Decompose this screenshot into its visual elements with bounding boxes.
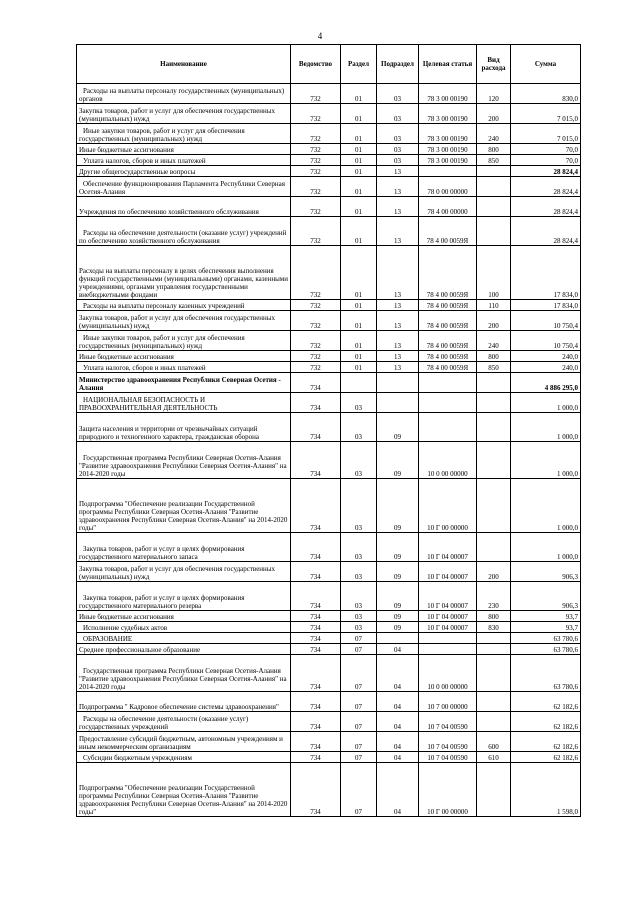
cell-section: 03	[341, 479, 377, 533]
cell-dept: 734	[291, 732, 341, 752]
cell-section: 01	[341, 84, 377, 104]
table-row	[77, 413, 581, 442]
table-row	[77, 300, 581, 311]
cell-kind: 800	[477, 611, 511, 622]
cell-sum: 93,7	[511, 611, 581, 622]
cell-subsection: 13	[377, 166, 419, 177]
cell-dept: 734	[291, 644, 341, 655]
cell-subsection: 04	[377, 692, 419, 712]
cell-sum: 4 886 295,0	[511, 373, 581, 393]
cell-sum: 28 824,4	[511, 197, 581, 217]
cell-subsection: 03	[377, 124, 419, 144]
cell-subsection: 13	[377, 300, 419, 311]
cell-dept: 732	[291, 104, 341, 124]
cell-subsection: 04	[377, 763, 419, 817]
table-row	[77, 763, 581, 817]
cell-section: 07	[341, 752, 377, 763]
table-row	[77, 644, 581, 655]
cell-subsection: 09	[377, 562, 419, 582]
cell-target: 10 Г 00 00000	[419, 479, 477, 533]
cell-section: 01	[341, 311, 377, 331]
cell-kind: 610	[477, 752, 511, 763]
page-number: 4	[317, 31, 323, 41]
table-row	[77, 104, 581, 124]
cell-kind: 830	[477, 622, 511, 633]
table-row	[77, 124, 581, 144]
cell-name: Расходы на обеспечение деятельности (оказание услуг) учреждений по обеспечению хозяйственного обслуживания	[77, 217, 291, 246]
cell-name: Подпрограмма " Кадровое обеспечение системы здравоохранения"	[77, 692, 291, 712]
cell-sum: 906,3	[511, 562, 581, 582]
cell-sum: 70,0	[511, 144, 581, 155]
table-row	[77, 177, 581, 197]
cell-target: 10 Г 04 00007	[419, 611, 477, 622]
cell-sum: 1 000,0	[511, 413, 581, 442]
cell-kind: 800	[477, 144, 511, 155]
cell-target: 10 0 00 00000	[419, 655, 477, 692]
cell-subsection	[377, 373, 419, 393]
table-row	[77, 166, 581, 177]
cell-dept: 732	[291, 351, 341, 362]
cell-dept: 732	[291, 300, 341, 311]
cell-sum: 93,7	[511, 622, 581, 633]
table-row	[77, 331, 581, 351]
cell-target: 10 Г 04 00007	[419, 622, 477, 633]
cell-name: Министерство здравоохранения Республики Северная Осетия - Алания	[77, 373, 291, 393]
cell-subsection: 04	[377, 712, 419, 732]
cell-dept: 734	[291, 479, 341, 533]
cell-sum: 63 780,6	[511, 633, 581, 644]
table-row	[77, 311, 581, 331]
cell-sum: 7 015,0	[511, 124, 581, 144]
header-target: Целевая статья	[419, 45, 477, 84]
cell-kind	[477, 533, 511, 562]
cell-name: Учреждения по обеспечению хозяйственного обслуживания	[77, 197, 291, 217]
table-row	[77, 712, 581, 732]
cell-target: 78 3 00 00190	[419, 124, 477, 144]
cell-sum: 10 750,4	[511, 331, 581, 351]
cell-target: 10 0 00 00000	[419, 442, 477, 479]
cell-dept: 734	[291, 373, 341, 393]
cell-target: 78 4 00 0059Я	[419, 246, 477, 300]
cell-kind	[477, 373, 511, 393]
cell-subsection: 04	[377, 644, 419, 655]
cell-subsection: 13	[377, 246, 419, 300]
cell-name: ОБРАЗОВАНИЕ	[77, 633, 291, 644]
cell-kind	[477, 393, 511, 413]
cell-target: 78 4 00 0059Я	[419, 217, 477, 246]
cell-section: 03	[341, 442, 377, 479]
cell-target: 10 Г 04 00007	[419, 562, 477, 582]
cell-subsection	[377, 633, 419, 644]
cell-name: Расходы на выплаты персоналу в целях обеспечения выполнения функций государственными (муниципальными) органами, казенными учреждениями, органами управления государственными внебюджетными фондами	[77, 246, 291, 300]
cell-kind	[477, 479, 511, 533]
cell-section: 03	[341, 533, 377, 562]
cell-dept: 732	[291, 362, 341, 373]
cell-dept: 732	[291, 331, 341, 351]
cell-dept: 734	[291, 413, 341, 442]
cell-subsection: 13	[377, 311, 419, 331]
cell-sum: 1 598,0	[511, 763, 581, 817]
cell-sum: 830,0	[511, 84, 581, 104]
cell-name: Расходы на выплаты персоналу казенных учреждений	[77, 300, 291, 311]
cell-target	[419, 373, 477, 393]
cell-subsection: 09	[377, 582, 419, 611]
table-row	[77, 752, 581, 763]
cell-sum: 63 780,6	[511, 655, 581, 692]
cell-target: 10 Г 04 00007	[419, 582, 477, 611]
cell-subsection: 09	[377, 479, 419, 533]
cell-sum: 63 780,6	[511, 644, 581, 655]
cell-target	[419, 166, 477, 177]
cell-name: Закупка товаров, работ и услуг для обеспечения государственных (муниципальных) нужд	[77, 311, 291, 331]
cell-kind: 600	[477, 732, 511, 752]
table-row	[77, 611, 581, 622]
cell-section: 03	[341, 393, 377, 413]
cell-kind	[477, 633, 511, 644]
cell-kind: 240	[477, 124, 511, 144]
cell-sum: 70,0	[511, 155, 581, 166]
cell-section: 07	[341, 655, 377, 692]
cell-section: 01	[341, 300, 377, 311]
cell-subsection: 03	[377, 104, 419, 124]
cell-section: 07	[341, 712, 377, 732]
table-row	[77, 373, 581, 393]
cell-kind: 200	[477, 104, 511, 124]
cell-name: Уплата налогов, сборов и иных платежей	[77, 155, 291, 166]
cell-target	[419, 413, 477, 442]
cell-dept: 734	[291, 752, 341, 763]
cell-target: 78 4 00 0059Я	[419, 362, 477, 373]
cell-name: Защита населения и территории от чрезвычайных ситуаций природного и техногенного характера, гражданская оборона	[77, 413, 291, 442]
cell-kind	[477, 763, 511, 817]
table-row	[77, 144, 581, 155]
cell-sum: 28 824,4	[511, 217, 581, 246]
cell-dept: 734	[291, 533, 341, 562]
cell-subsection: 13	[377, 217, 419, 246]
cell-subsection: 13	[377, 362, 419, 373]
cell-section: 07	[341, 633, 377, 644]
cell-target	[419, 633, 477, 644]
budget-table	[76, 44, 581, 817]
table-row	[77, 582, 581, 611]
cell-sum: 28 824,4	[511, 166, 581, 177]
table-row	[77, 197, 581, 217]
cell-subsection: 03	[377, 155, 419, 166]
cell-target	[419, 644, 477, 655]
cell-kind: 100	[477, 246, 511, 300]
cell-section: 07	[341, 644, 377, 655]
cell-dept: 734	[291, 712, 341, 732]
cell-section: 01	[341, 166, 377, 177]
cell-sum: 1 000,0	[511, 442, 581, 479]
cell-dept: 732	[291, 124, 341, 144]
cell-kind: 200	[477, 562, 511, 582]
cell-target: 78 4 00 0059Я	[419, 351, 477, 362]
cell-subsection: 13	[377, 197, 419, 217]
cell-dept: 732	[291, 177, 341, 197]
cell-target	[419, 393, 477, 413]
cell-target: 78 3 00 00190	[419, 155, 477, 166]
cell-target: 10 Г 00 00000	[419, 763, 477, 817]
cell-sum: 7 015,0	[511, 104, 581, 124]
table-row	[77, 655, 581, 692]
cell-section: 01	[341, 351, 377, 362]
header-dept: Ведомство	[291, 45, 341, 84]
cell-sum: 62 182,6	[511, 712, 581, 732]
cell-kind: 110	[477, 300, 511, 311]
cell-section: 01	[341, 246, 377, 300]
cell-name: Расходы на обеспечение деятельности (оказание услуг) государственных учреждений	[77, 712, 291, 732]
cell-dept: 734	[291, 393, 341, 413]
header-sum: Сумма	[511, 45, 581, 84]
cell-sum: 62 182,6	[511, 732, 581, 752]
cell-target: 78 4 00 0059Я	[419, 311, 477, 331]
cell-dept: 732	[291, 246, 341, 300]
cell-section: 03	[341, 622, 377, 633]
cell-section: 03	[341, 413, 377, 442]
cell-subsection: 13	[377, 331, 419, 351]
table-row	[77, 732, 581, 752]
table-row	[77, 479, 581, 533]
cell-name: Иные закупки товаров, работ и услуг для обеспечения государственных (муниципальных) нужд	[77, 331, 291, 351]
cell-kind	[477, 166, 511, 177]
cell-name: Закупка товаров, работ и услуг для обеспечения государственных (муниципальных) нужд	[77, 562, 291, 582]
table-row	[77, 633, 581, 644]
cell-dept: 734	[291, 611, 341, 622]
table-row	[77, 155, 581, 166]
cell-name: Субсидии бюджетным учреждениям	[77, 752, 291, 763]
table-header-row	[77, 45, 581, 84]
cell-section: 01	[341, 124, 377, 144]
cell-kind	[477, 442, 511, 479]
cell-name: Иные бюджетные ассигнования	[77, 144, 291, 155]
cell-name: Государственная программа Республики Северная Осетия-Алания "Развитие здравоохранения Республики Северная Осетия-Алания" на 2014-2020 годы	[77, 655, 291, 692]
cell-name: Закупка товаров, работ и услуг для обеспечения государственных (муниципальных) нужд	[77, 104, 291, 124]
cell-subsection: 13	[377, 351, 419, 362]
cell-sum: 17 834,0	[511, 246, 581, 300]
cell-target: 10 7 04 00590	[419, 712, 477, 732]
cell-name: Иные бюджетные ассигнования	[77, 611, 291, 622]
cell-kind	[477, 655, 511, 692]
table-row	[77, 362, 581, 373]
table-row	[77, 622, 581, 633]
cell-subsection: 09	[377, 622, 419, 633]
cell-target: 78 4 00 0059Я	[419, 300, 477, 311]
cell-target: 78 3 00 00190	[419, 144, 477, 155]
cell-section: 07	[341, 692, 377, 712]
table-row	[77, 217, 581, 246]
cell-subsection	[377, 393, 419, 413]
cell-name: НАЦИОНАЛЬНАЯ БЕЗОПАСНОСТЬ И ПРАВООХРАНИТЕЛЬНАЯ ДЕЯТЕЛЬНОСТЬ	[77, 393, 291, 413]
cell-subsection: 03	[377, 84, 419, 104]
cell-dept: 734	[291, 582, 341, 611]
cell-subsection: 09	[377, 611, 419, 622]
table-row	[77, 562, 581, 582]
cell-kind: 240	[477, 331, 511, 351]
cell-name: Государственная программа Республики Северная Осетия-Алания "Развитие здравоохранения Республики Северная Осетия-Алания" на 2014-2020 годы	[77, 442, 291, 479]
cell-kind	[477, 217, 511, 246]
cell-kind: 800	[477, 351, 511, 362]
table-row	[77, 533, 581, 562]
cell-name: Предоставление субсидий бюджетным, автономным учреждениям и иным некоммерческим организациям	[77, 732, 291, 752]
table-row	[77, 442, 581, 479]
header-name: Наименование	[77, 45, 291, 84]
cell-name: Подпрограмма "Обеспечение реализации Государственной программы Республики Северная Осетия-Алания "Развитие здравоохранения Республики Северная Осетия-Алания" на 2014-2020 годы"	[77, 479, 291, 533]
cell-kind	[477, 197, 511, 217]
cell-name: Другие общегосударственные вопросы	[77, 166, 291, 177]
cell-dept: 732	[291, 197, 341, 217]
cell-section: 01	[341, 144, 377, 155]
cell-dept: 732	[291, 144, 341, 155]
cell-dept: 734	[291, 655, 341, 692]
cell-target: 78 4 00 0059Я	[419, 331, 477, 351]
cell-dept: 734	[291, 763, 341, 817]
header-section: Раздел	[341, 45, 377, 84]
cell-section: 01	[341, 177, 377, 197]
cell-dept: 732	[291, 84, 341, 104]
header-subsection: Подраздел	[377, 45, 419, 84]
cell-section: 07	[341, 763, 377, 817]
cell-name: Иные бюджетные ассигнования	[77, 351, 291, 362]
cell-sum: 1 000,0	[511, 533, 581, 562]
cell-dept: 734	[291, 562, 341, 582]
cell-subsection: 09	[377, 533, 419, 562]
cell-sum: 240,0	[511, 362, 581, 373]
cell-dept: 732	[291, 217, 341, 246]
cell-section: 01	[341, 104, 377, 124]
cell-name: Закупка товаров, работ и услуг в целях формирования государственного материального запаса	[77, 533, 291, 562]
cell-kind	[477, 413, 511, 442]
cell-dept: 734	[291, 633, 341, 644]
cell-name: Иные закупки товаров, работ и услуг для обеспечения государственных (муниципальных) нужд	[77, 124, 291, 144]
cell-subsection: 04	[377, 655, 419, 692]
cell-target: 10 7 00 00000	[419, 692, 477, 712]
cell-name: Подпрограмма "Обеспечение реализации Государственной программы Республики Северная Осетия-Алания "Развитие здравоохранения Республики Северная Осетия-Алания" на 2014-2020 годы"	[77, 763, 291, 817]
cell-subsection: 09	[377, 442, 419, 479]
cell-subsection: 04	[377, 752, 419, 763]
cell-sum: 10 750,4	[511, 311, 581, 331]
cell-dept: 732	[291, 155, 341, 166]
cell-section: 01	[341, 362, 377, 373]
cell-sum: 17 834,0	[511, 300, 581, 311]
cell-sum: 1 000,0	[511, 479, 581, 533]
cell-section: 01	[341, 197, 377, 217]
cell-kind	[477, 692, 511, 712]
table-row	[77, 692, 581, 712]
table-row	[77, 246, 581, 300]
cell-dept: 732	[291, 166, 341, 177]
cell-target: 78 3 00 00190	[419, 84, 477, 104]
cell-target: 78 0 00 00000	[419, 177, 477, 197]
cell-subsection: 09	[377, 413, 419, 442]
cell-sum: 62 182,6	[511, 692, 581, 712]
cell-sum: 1 000,0	[511, 393, 581, 413]
cell-target: 10 7 04 00590	[419, 732, 477, 752]
cell-name: Уплата налогов, сборов и иных платежей	[77, 362, 291, 373]
cell-subsection: 03	[377, 144, 419, 155]
cell-name: Расходы на выплаты персоналу государственных (муниципальных) органов	[77, 84, 291, 104]
cell-sum: 240,0	[511, 351, 581, 362]
cell-section: 03	[341, 582, 377, 611]
cell-section: 03	[341, 562, 377, 582]
cell-name: Обеспечение функционирования Парламента Республики Северная Осетия-Алания	[77, 177, 291, 197]
cell-kind	[477, 177, 511, 197]
cell-section: 07	[341, 732, 377, 752]
cell-section: 03	[341, 611, 377, 622]
cell-target: 10 7 04 00590	[419, 752, 477, 763]
cell-target: 10 Г 04 00007	[419, 533, 477, 562]
cell-kind: 200	[477, 311, 511, 331]
cell-section: 01	[341, 217, 377, 246]
cell-dept: 734	[291, 442, 341, 479]
cell-target: 78 3 00 00190	[419, 104, 477, 124]
cell-section: 01	[341, 155, 377, 166]
cell-kind	[477, 644, 511, 655]
cell-section: 01	[341, 331, 377, 351]
cell-subsection: 04	[377, 732, 419, 752]
table-row	[77, 393, 581, 413]
cell-name: Среднее профессиональное образование	[77, 644, 291, 655]
cell-kind: 850	[477, 362, 511, 373]
cell-kind: 850	[477, 155, 511, 166]
table-row	[77, 84, 581, 104]
header-kind: Вид расхода	[477, 45, 511, 84]
cell-kind: 230	[477, 582, 511, 611]
cell-name: Закупка товаров, работ и услуг в целях формирования государственного материального резерва	[77, 582, 291, 611]
cell-section	[341, 373, 377, 393]
cell-kind: 120	[477, 84, 511, 104]
cell-sum: 28 824,4	[511, 177, 581, 197]
cell-subsection: 13	[377, 177, 419, 197]
cell-dept: 734	[291, 622, 341, 633]
cell-dept: 734	[291, 692, 341, 712]
cell-target: 78 4 00 00000	[419, 197, 477, 217]
cell-sum: 906,3	[511, 582, 581, 611]
cell-sum: 62 182,6	[511, 752, 581, 763]
table-row	[77, 351, 581, 362]
cell-kind	[477, 712, 511, 732]
cell-name: Исполнение судебных актов	[77, 622, 291, 633]
cell-dept: 732	[291, 311, 341, 331]
